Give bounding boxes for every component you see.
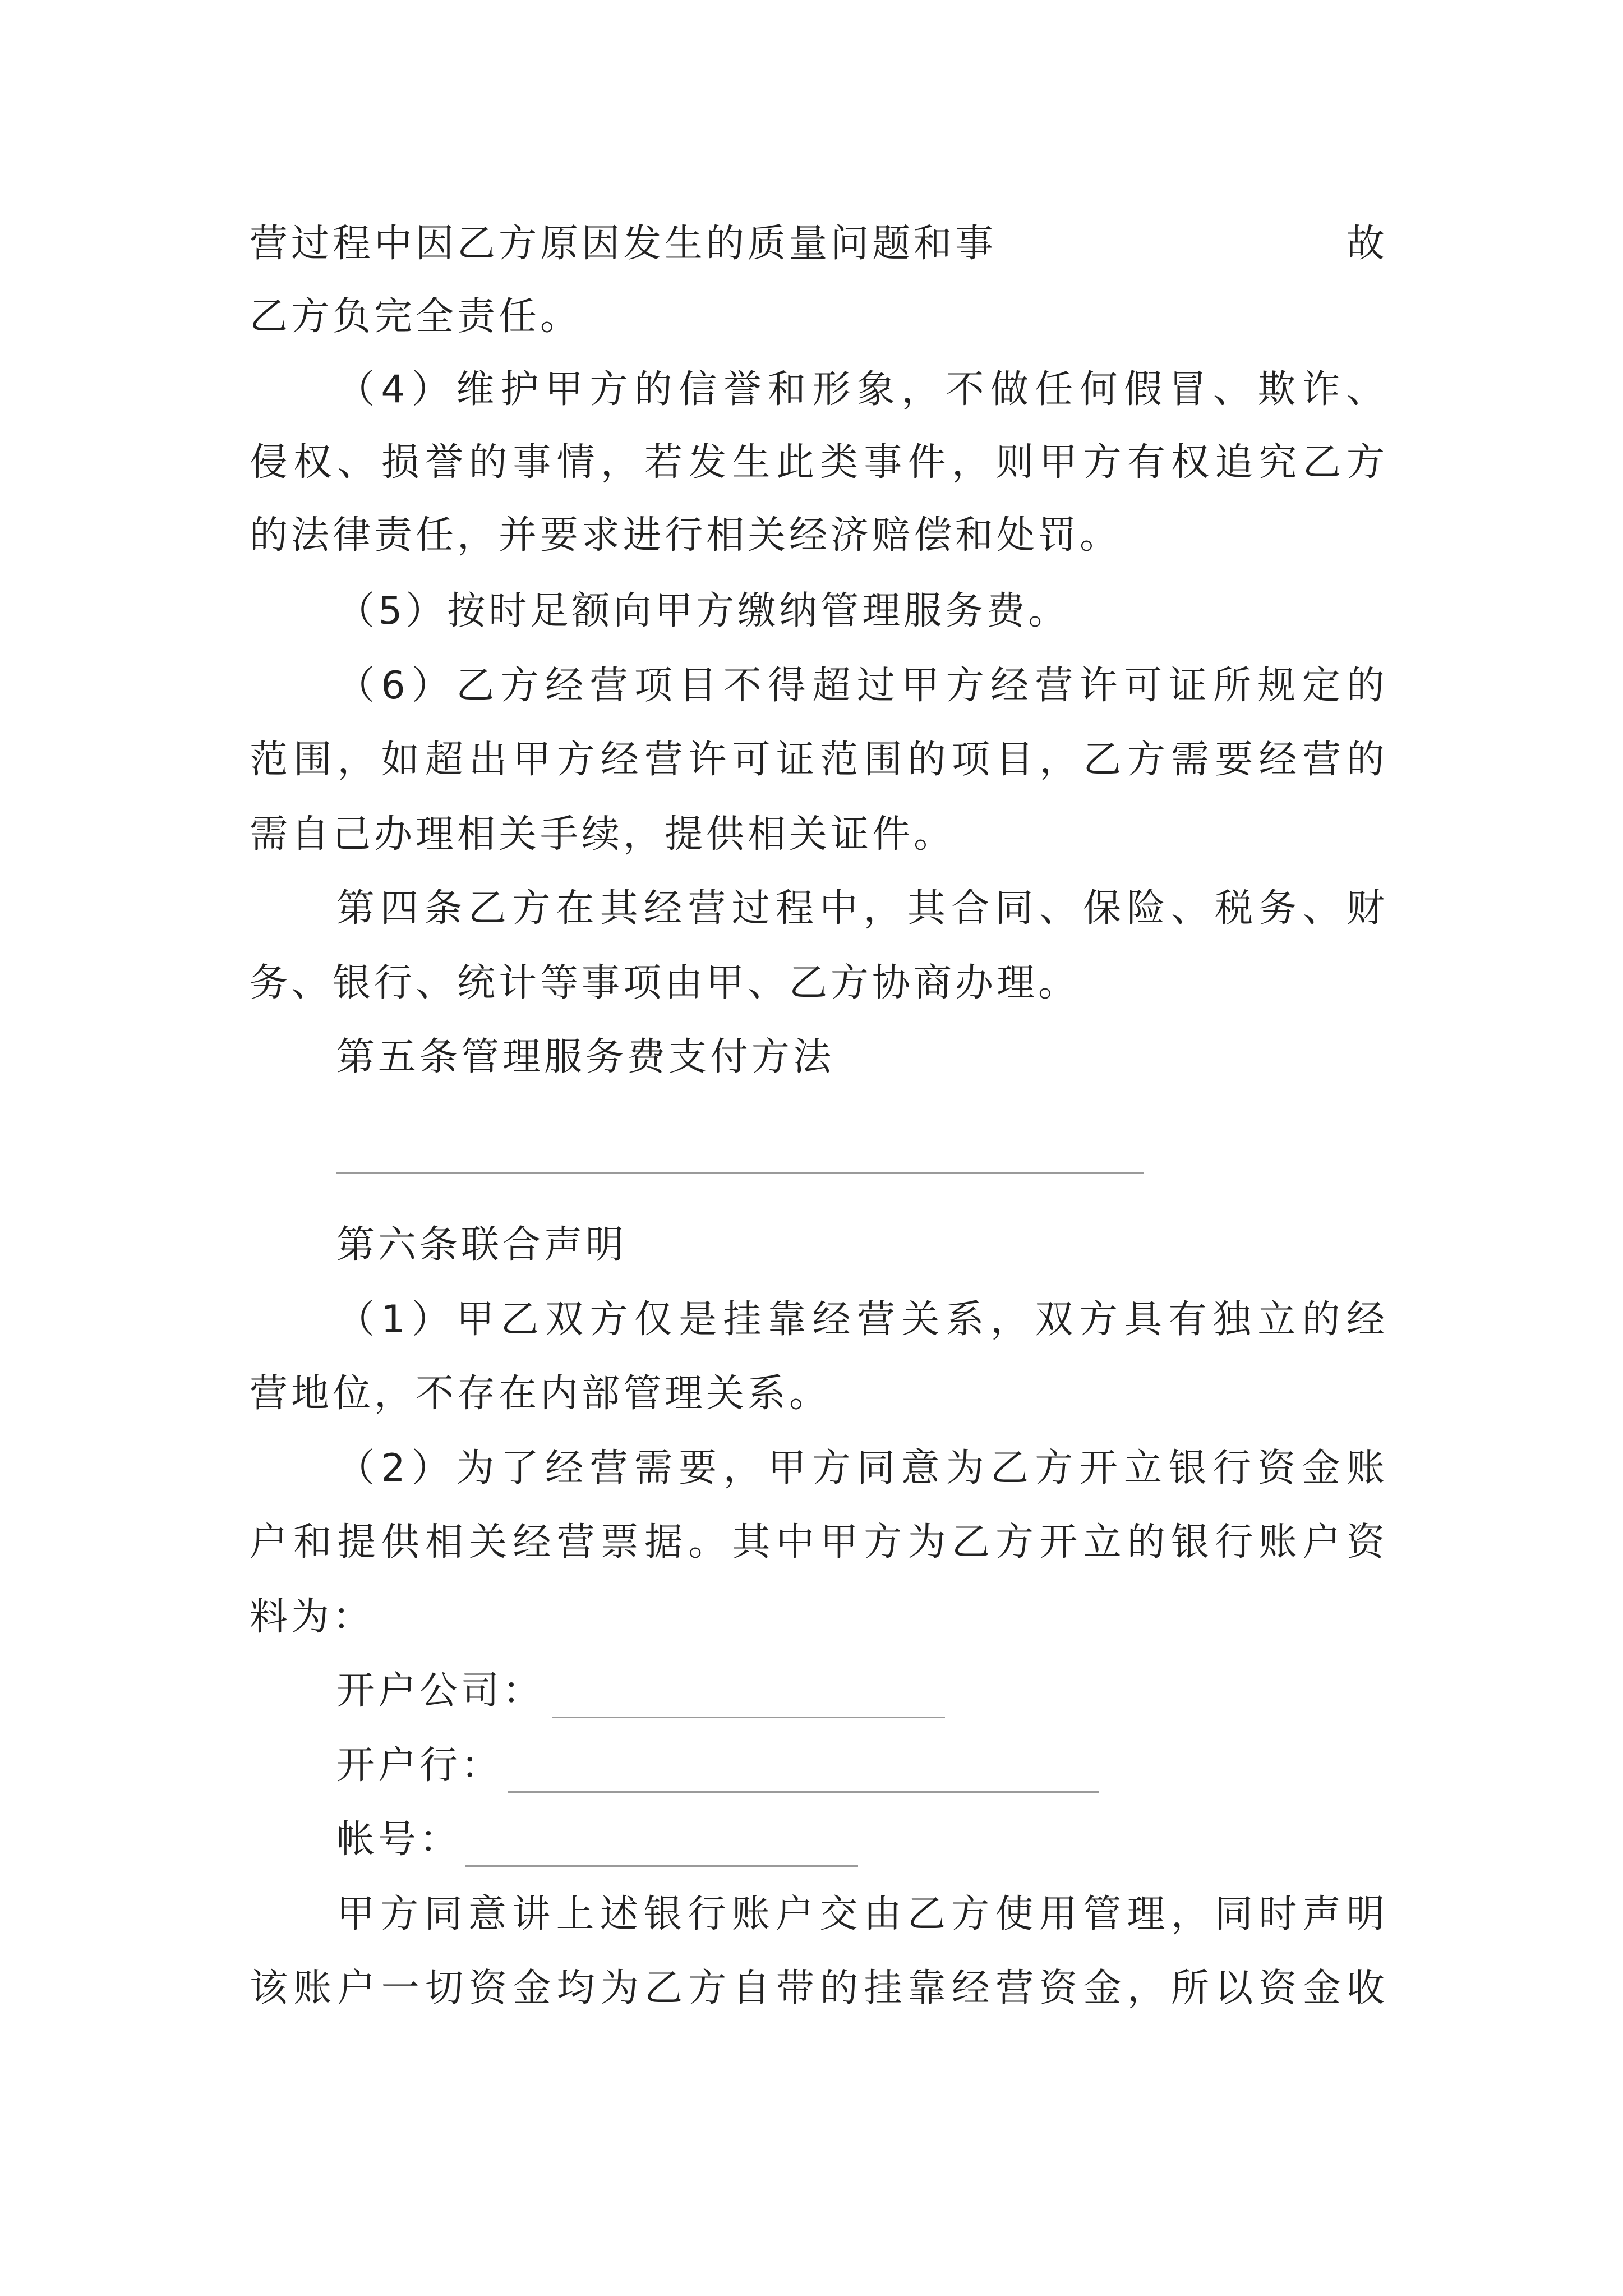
bank-label: 开户行： <box>336 1743 503 1788</box>
text-line-23: 该账户一切资金均为乙方自带的挂靠经营资金，所以资金收 <box>250 1966 1388 2010</box>
text-line-22: 甲方同意讲上述银行账户交由乙方使用管理，同时声明 <box>336 1892 1388 1936</box>
text-line-1-right: 故 <box>1346 222 1388 266</box>
text-line-18: 料为： <box>250 1595 375 1639</box>
company-label: 开户公司： <box>336 1669 545 1713</box>
company-blank-line <box>552 1717 945 1718</box>
text-line-7: （6）乙方经营项目不得超过甲方经营许可证所规定的 <box>336 664 1388 708</box>
text-line-8: 范围，如超出甲方经营许可证范围的项目，乙方需要经营的 <box>250 738 1388 782</box>
account-blank-line <box>465 1865 858 1867</box>
blank-fill-line <box>336 1172 1144 1174</box>
text-line-4: 侵权、损誉的事情，若发生此类事件，则甲方有权追究乙方 <box>250 440 1388 485</box>
text-line-16: （2）为了经营需要，甲方同意为乙方开立银行资金账 <box>336 1446 1388 1490</box>
text-line-3: （4）维护甲方的信誉和形象，不做任何假冒、欺诈、 <box>336 367 1388 412</box>
bank-blank-line <box>508 1791 1099 1793</box>
account-label: 帐号： <box>336 1818 462 1862</box>
text-line-1-left: 营过程中因乙方原因发生的质量问题和事 <box>250 222 997 266</box>
text-line-9: 需自己办理相关手续，提供相关证件。 <box>250 812 956 857</box>
text-line-17: 户和提供相关经营票据。其中甲方为乙方开立的银行账户资 <box>250 1520 1388 1565</box>
text-line-2: 乙方负完全责任。 <box>250 295 582 339</box>
text-line-5: 的法律责任，并要求进行相关经济赔偿和处罚。 <box>250 513 1122 558</box>
text-line-6: （5）按时足额向甲方缴纳管理服务费。 <box>336 589 1070 633</box>
text-line-13: 第六条联合声明 <box>336 1223 628 1267</box>
text-line-12: 第五条管理服务费支付方法 <box>336 1035 835 1079</box>
text-line-11: 务、银行、统计等事项由甲、乙方协商办理。 <box>250 961 1080 1005</box>
text-line-15: 营地位，不存在内部管理关系。 <box>250 1372 831 1416</box>
text-line-14: （1）甲乙双方仅是挂靠经营关系，双方具有独立的经 <box>336 1297 1388 1342</box>
text-line-1 <box>250 210 1388 278</box>
text-line-10: 第四条乙方在其经营过程中，其合同、保险、税务、财 <box>336 886 1388 931</box>
